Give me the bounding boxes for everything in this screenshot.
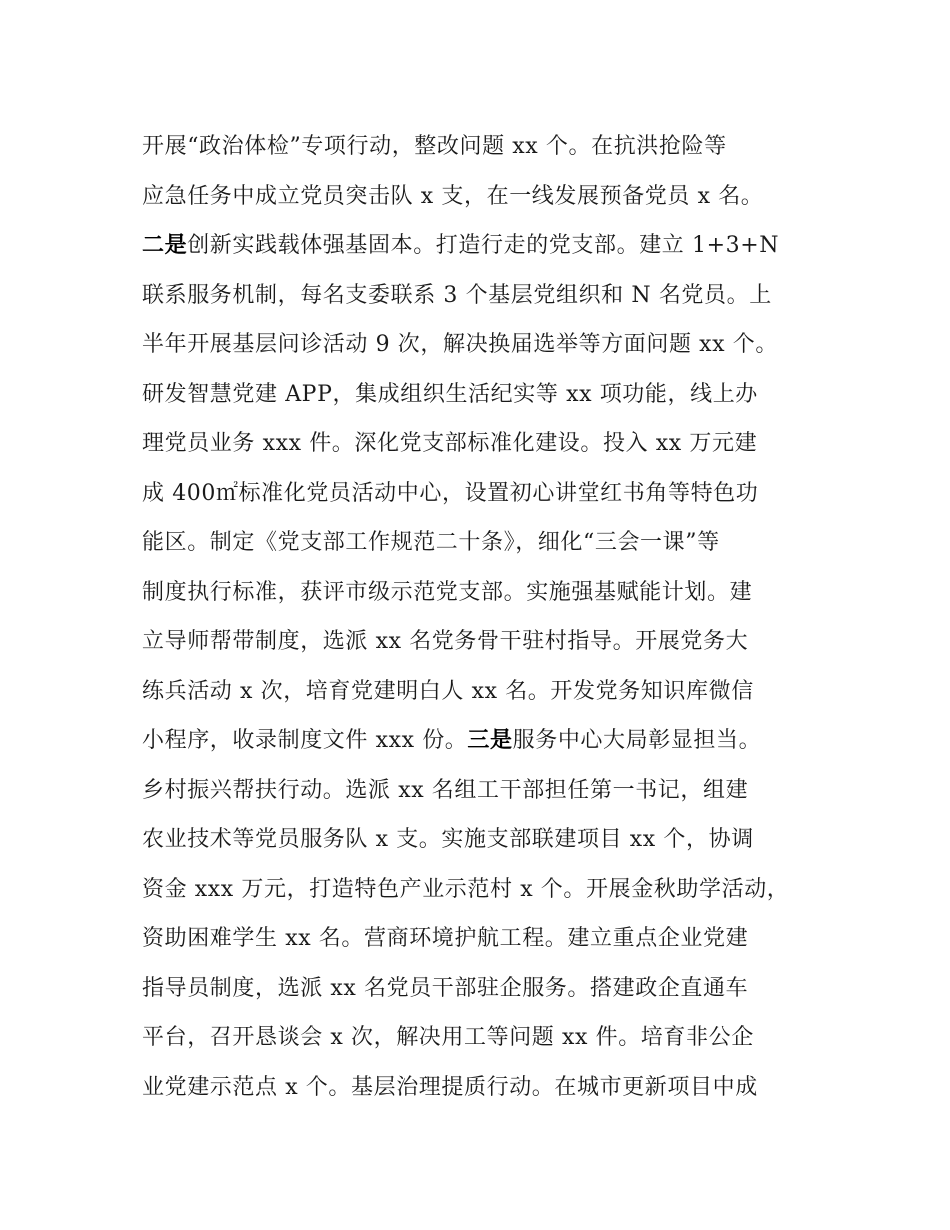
text-line bbox=[142, 617, 842, 667]
text-line bbox=[142, 914, 842, 964]
text-line bbox=[142, 518, 842, 568]
line-text: 成 400㎡标准化党员活动中心，设置初心讲堂红书角等特色功 bbox=[142, 480, 759, 506]
line-text: 农业技术等党员服务队 x 支。实施支部联建项目 xx 个，协调 bbox=[142, 827, 754, 852]
text-line bbox=[142, 716, 842, 766]
text-line bbox=[142, 766, 842, 816]
line-text: 创新实践载体强基固本。打造行走的党支部。建立 1+3+N bbox=[187, 233, 780, 258]
text-line bbox=[142, 865, 842, 915]
text-line bbox=[142, 172, 842, 222]
text-line bbox=[142, 964, 842, 1014]
bold-heading-marker: 二是 bbox=[142, 232, 188, 258]
text-line bbox=[142, 221, 842, 271]
line-text: 业党建示范点 x 个。基层治理提质行动。在城市更新项目中成 bbox=[142, 1074, 758, 1100]
line-text: 服务中心大局彰显担当。 bbox=[512, 728, 762, 753]
line-text: 乡村振兴帮扶行动。选派 xx 名组工干部担任第一书记，组建 bbox=[142, 777, 749, 803]
text-line bbox=[142, 568, 842, 618]
line-text: 能区。制定《党支部工作规范二十条》，细化“三会一课”等 bbox=[142, 530, 720, 555]
text-line bbox=[142, 469, 842, 519]
line-text: 应急任务中成立党员突击队 x 支，在一线发展预备党员 x 名。 bbox=[142, 183, 764, 209]
line-text: 资助困难学生 xx 名。营商环境护航工程。建立重点企业党建 bbox=[142, 926, 749, 951]
line-text: 联系服务机制，每名支委联系 3 个基层党组织和 N 名党员。上 bbox=[142, 282, 772, 308]
text-line bbox=[142, 271, 842, 321]
line-text: 平台，召开恳谈会 x 次，解决用工等问题 xx 件。培育非公企 bbox=[142, 1025, 754, 1050]
line-text: 立导师帮带制度，选派 xx 名党务骨干驻村指导。开展党务大 bbox=[142, 629, 749, 654]
text-line bbox=[142, 370, 842, 420]
line-text: 小程序，收录制度文件 xxx 份。 bbox=[142, 728, 468, 753]
line-text: 半年开展基层问诊活动 9 次，解决换届选举等方面问题 xx 个。 bbox=[142, 332, 778, 357]
line-text: 研发智慧党建 APP，集成组织生活纪实等 xx 项功能，线上办 bbox=[142, 381, 758, 407]
text-line bbox=[142, 1013, 842, 1063]
text-line bbox=[142, 1063, 842, 1113]
line-text: 开展“政治体检”专项行动，整改问题 xx 个。在抗洪抢险等 bbox=[142, 134, 727, 159]
document-body bbox=[142, 122, 842, 1112]
text-line bbox=[142, 667, 842, 717]
line-text: 资金 xxx 万元，打造特色产业示范村 x 个。开展金秋助学活动， bbox=[142, 876, 790, 902]
line-text: 练兵活动 x 次，培育党建明白人 xx 名。开发党务知识库微信 bbox=[142, 678, 754, 704]
line-text: 理党员业务 xxx 件。深化党支部标准化建设。投入 xx 万元建 bbox=[142, 431, 758, 456]
line-text: 指导员制度，选派 xx 名党员干部驻企服务。搭建政企直通车 bbox=[142, 975, 749, 1001]
text-line bbox=[142, 122, 842, 172]
text-line bbox=[142, 419, 842, 469]
line-text: 制度执行标准，获评市级示范党支部。实施强基赋能计划。建 bbox=[142, 579, 753, 605]
text-line bbox=[142, 320, 842, 370]
text-line bbox=[142, 815, 842, 865]
bold-heading-marker: 三是 bbox=[467, 727, 513, 753]
